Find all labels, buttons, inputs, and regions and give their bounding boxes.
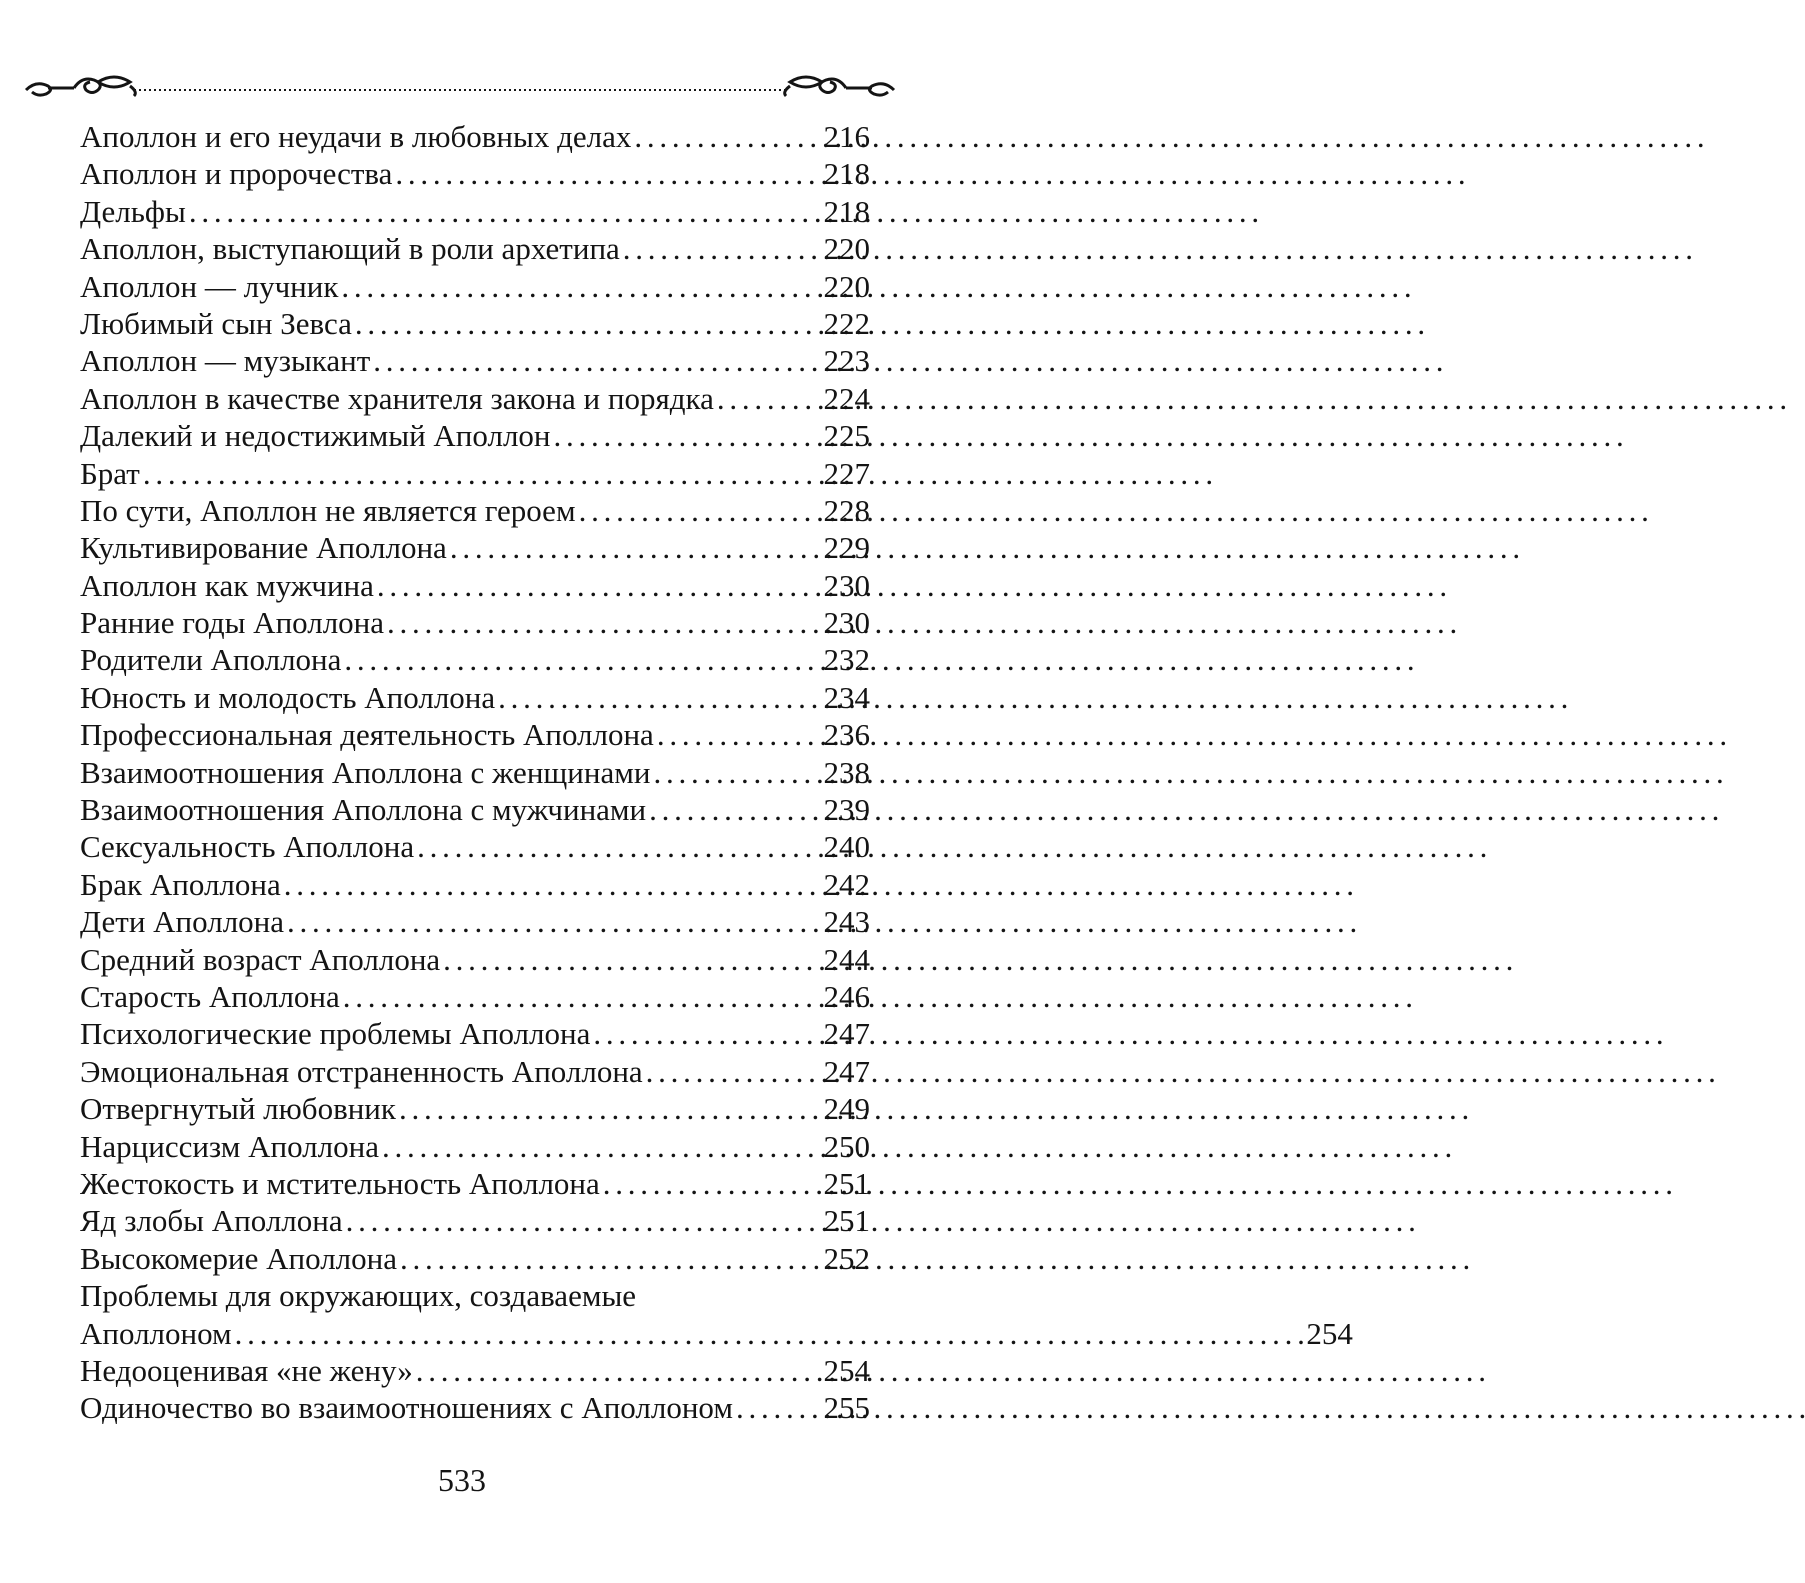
toc-entry-page: 255	[823, 1390, 870, 1426]
toc-entry-page: 218	[823, 156, 870, 192]
dot-leader	[450, 529, 821, 566]
toc-entry-title: Средний возраст Аполлона	[80, 941, 441, 977]
toc-entry	[80, 1389, 870, 1426]
toc-entry-title: Профессиональная деятельность Аполлона	[80, 717, 654, 753]
toc-entry-title: Далекий и недостижимый Аполлон	[80, 418, 551, 454]
toc-entry-page: 242	[823, 866, 870, 902]
toc-entry-title: Юность и молодость Аполлона	[80, 679, 496, 715]
dot-leader	[717, 380, 821, 417]
toc-entry-title: Аполлон и пророчества	[80, 156, 393, 192]
toc-entry-page: 244	[823, 941, 870, 977]
dot-leader	[343, 978, 821, 1015]
toc-entry-page: 243	[823, 904, 870, 940]
toc-entry-page: 229	[823, 530, 870, 566]
toc-entry-page: 216	[823, 119, 870, 154]
toc-entry-page: 228	[823, 492, 870, 528]
toc-entry	[80, 754, 870, 791]
dot-leader	[346, 1202, 821, 1239]
dot-leader	[554, 417, 821, 454]
toc-entry	[80, 529, 870, 566]
toc-entry-title: Брат	[80, 455, 140, 491]
toc-entry-page: 224	[823, 380, 870, 416]
toc-entry-title: Аполлон как мужчина	[80, 567, 374, 603]
toc-entry-page: 222	[823, 305, 870, 341]
dot-leader	[235, 1315, 1304, 1352]
dot-leader	[649, 791, 820, 828]
toc-entry-title: Проблемы для окружающих, создаваемые	[80, 1278, 637, 1314]
toc-entry-title: Аполлон и его неудачи в любовных делах	[80, 119, 632, 154]
toc-entry	[80, 641, 870, 678]
dot-leader	[189, 193, 821, 230]
toc-entry	[80, 1240, 870, 1277]
toc-entry-title: Взаимоотношения Аполлона с мужчинами	[80, 792, 647, 828]
dot-leader	[143, 455, 821, 492]
dot-leader	[399, 1090, 821, 1127]
toc-entry-page: 230	[823, 605, 870, 641]
dot-leader	[498, 679, 820, 716]
dot-leader	[395, 155, 820, 192]
dot-leader	[373, 342, 820, 379]
toc-entry-page: 251	[823, 1165, 870, 1201]
dot-leader	[416, 1352, 821, 1389]
toc-entry	[80, 1202, 870, 1239]
scroll-flourish-icon	[785, 77, 894, 96]
toc-entry	[80, 1053, 870, 1090]
toc-entry-page: 252	[823, 1240, 870, 1276]
toc-entry-title: Взаимоотношения Аполлона с женщинами	[80, 754, 651, 790]
toc-entry	[80, 268, 870, 305]
toc-entry-title: Родители Аполлона	[80, 642, 342, 678]
toc-entry	[80, 455, 870, 492]
table-of-contents	[80, 118, 1353, 1427]
toc-entry	[80, 604, 870, 641]
toc-entry	[80, 305, 870, 342]
toc-entry-title: Аполлон, выступающий в роли архетипа	[80, 231, 620, 267]
dot-leader	[736, 1389, 821, 1426]
toc-entry-title: Высокомерие Аполлона	[80, 1240, 397, 1276]
toc-entry-title: Ранние годы Аполлона	[80, 605, 385, 641]
toc-entry-page: 220	[823, 268, 870, 304]
toc-entry	[80, 1090, 870, 1127]
toc-entry-page: 232	[823, 642, 870, 678]
toc-entry-page: 225	[823, 418, 870, 454]
toc-entry-page: 246	[823, 978, 870, 1014]
header-ornament	[22, 66, 898, 110]
toc-entry	[80, 828, 870, 865]
toc-entry-title: Нарциссизм Аполлона	[80, 1128, 379, 1164]
toc-entry-title: Дети Аполлона	[80, 904, 285, 940]
dot-leader	[646, 1053, 821, 1090]
toc-entry-title: Психологические проблемы Аполлона	[80, 1016, 591, 1052]
toc-entry	[80, 193, 870, 230]
toc-entry-title: Культивирование Аполлона	[80, 530, 447, 566]
toc-entry-title: Яд злобы Аполлона	[80, 1203, 343, 1239]
toc-entry-title: Дельфы	[80, 193, 186, 229]
dot-leader	[603, 1165, 821, 1202]
toc-entry-continuation	[80, 1315, 1353, 1352]
toc-entry-page: 218	[823, 193, 870, 229]
toc-entry	[80, 118, 870, 155]
toc-entry	[80, 716, 870, 753]
dot-leader	[387, 604, 820, 641]
toc-entry-title: Сексуальность Аполлона	[80, 829, 415, 865]
toc-entry	[80, 230, 870, 267]
toc-entry	[80, 866, 870, 903]
toc-entry	[80, 492, 870, 529]
dot-leader	[400, 1240, 821, 1277]
toc-entry-title: Аполлон — лучник	[80, 268, 339, 304]
dot-leader	[382, 1128, 821, 1165]
toc-entry	[80, 941, 870, 978]
toc-entry-page: 230	[823, 567, 870, 603]
page-number: 533	[438, 1462, 486, 1498]
dot-leader	[344, 641, 820, 678]
toc-entry-title: Аполлон — музыкант	[80, 343, 371, 379]
toc-entry-title: Старость Аполлона	[80, 978, 340, 1014]
dot-leader	[593, 1015, 820, 1052]
toc-entry-page: 251	[823, 1203, 870, 1239]
dot-leader	[417, 828, 820, 865]
toc-entry	[80, 1277, 1353, 1352]
toc-entry-page: 227	[823, 455, 870, 491]
toc-entry-page: 250	[823, 1128, 870, 1164]
toc-entry	[80, 1128, 870, 1165]
toc-entry	[80, 1015, 870, 1052]
toc-entry	[80, 567, 870, 604]
toc-entry-page: 254	[823, 1352, 870, 1388]
toc-entry-page: 240	[823, 829, 870, 865]
toc-entry	[80, 1352, 870, 1389]
toc-entry-page: 234	[823, 679, 870, 715]
dot-leader	[634, 118, 820, 155]
dot-leader	[579, 492, 821, 529]
toc-entry-title: Недооценивая «не жену»	[80, 1352, 413, 1388]
toc-entry	[80, 903, 870, 940]
toc-entry-page: 238	[823, 754, 870, 790]
toc-entry	[80, 417, 870, 454]
toc-entry-title: Отвергнутый любовник	[80, 1091, 396, 1127]
toc-entry	[80, 155, 870, 192]
dot-leader	[287, 903, 820, 940]
toc-entry-page: 254	[1306, 1315, 1353, 1351]
toc-entry	[80, 1165, 870, 1202]
toc-entry	[80, 679, 870, 716]
dot-leader	[657, 716, 821, 753]
toc-entry-page: 220	[823, 231, 870, 267]
toc-entry-title: Одиночество во взаимоотношениях с Аполлоном	[80, 1390, 733, 1426]
toc-entry-page: 247	[823, 1016, 870, 1052]
toc-entry	[80, 978, 870, 1015]
dot-leader	[653, 754, 820, 791]
toc-entry-page: 247	[823, 1053, 870, 1089]
toc-entry-title: По сути, Аполлон не является героем	[80, 492, 576, 528]
toc-entry-page: 249	[823, 1091, 870, 1127]
dot-leader	[623, 230, 821, 267]
scroll-flourish-icon	[26, 77, 135, 96]
toc-entry-title: Аполлоном	[80, 1315, 232, 1351]
toc-entry-page: 223	[823, 343, 870, 379]
toc-entry	[80, 791, 870, 828]
dot-leader	[443, 941, 820, 978]
toc-entry	[80, 342, 870, 379]
toc-entry-title: Любимый сын Зевса	[80, 305, 352, 341]
toc-entry	[80, 380, 870, 417]
toc-entry-page: 236	[823, 717, 870, 753]
dot-leader	[341, 268, 820, 305]
dot-leader	[377, 567, 821, 604]
toc-entry-title: Брак Аполлона	[80, 866, 281, 902]
toc-entry-title: Жестокость и мстительность Аполлона	[80, 1165, 600, 1201]
dot-leader	[355, 305, 821, 342]
toc-entry-title: Аполлон в качестве хранителя закона и порядка	[80, 380, 714, 416]
toc-entry-title: Эмоциональная отстраненность Аполлона	[80, 1053, 643, 1089]
dot-leader	[284, 866, 821, 903]
toc-entry-page: 239	[823, 792, 870, 828]
